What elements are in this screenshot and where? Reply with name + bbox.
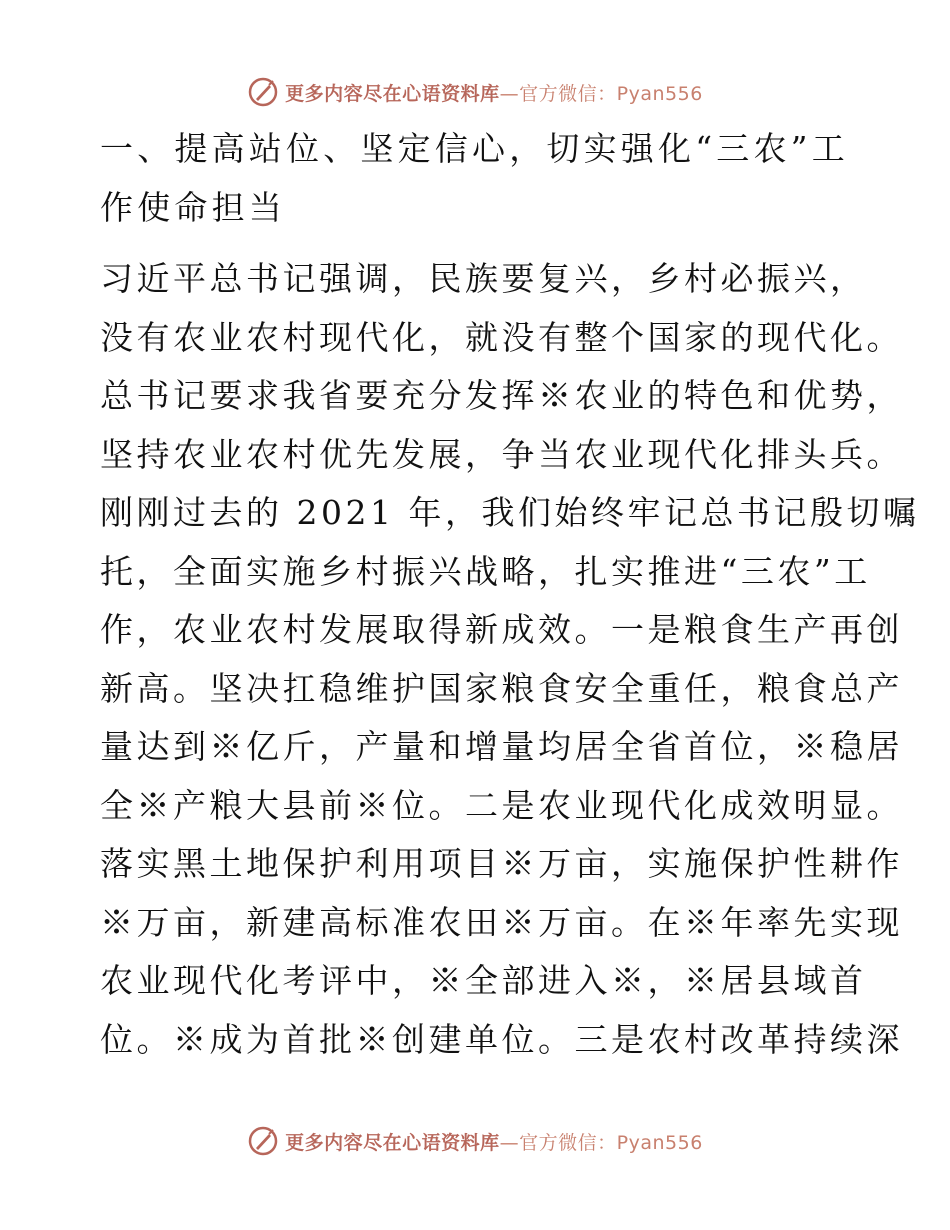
body-line: 习近平总书记强调，民族要复兴，乡村必振兴，	[100, 259, 867, 298]
body-line: 作，农业农村发展取得新成效。一是粮食生产再创	[100, 610, 903, 649]
watermark-lead: 更多内容尽在心语资料库	[285, 82, 500, 105]
heading-line-1: 一、提高站位、坚定信心，切实强化“三农”工	[100, 129, 849, 168]
body-line: ※万亩，新建高标准农田※万亩。在※年率先实现	[100, 902, 903, 942]
watermark-text	[285, 79, 703, 106]
body-line: 托，全面实施乡村振兴战略，扎实推进“三农”工	[100, 551, 871, 591]
body-paragraph	[100, 250, 920, 1069]
body-line: 坚持农业农村优先发展，争当农业现代化排头兵。	[100, 434, 903, 474]
body-line: 总书记要求我省要充分发挥※农业的特色和优势，	[100, 376, 903, 415]
quill-circle-icon	[247, 1125, 279, 1157]
body-line: 量达到※亿斤，产量和增量均居全省首位，※稳居	[100, 727, 903, 766]
watermark-rest: —官方微信：Pyan556	[499, 1131, 703, 1154]
body-line: 新高。坚决扛稳维护国家粮食安全重任，粮食总产	[100, 668, 903, 708]
body-line: 刚刚过去的 2021 年，我们始终牢记总书记殷切嘱	[100, 493, 920, 532]
body-line: 落实黑土地保护利用项目※万亩，实施保护性耕作	[100, 844, 903, 883]
body-line: 没有农业农村现代化，就没有整个国家的现代化。	[100, 317, 903, 357]
quill-circle-icon	[247, 76, 279, 108]
footer-watermark	[0, 1121, 950, 1161]
body-line: 位。※成为首批※创建单位。三是农村改革持续深	[100, 1019, 903, 1059]
watermark-text	[285, 1128, 703, 1155]
watermark-lead: 更多内容尽在心语资料库	[285, 1131, 500, 1154]
heading-line-2: 作使命担当	[100, 187, 286, 227]
header-watermark	[0, 72, 950, 112]
watermark-rest: —官方微信：Pyan556	[499, 82, 703, 105]
section-heading	[100, 120, 860, 237]
body-line: 全※产粮大县前※位。二是农业现代化成效明显。	[100, 785, 903, 825]
body-line: 农业现代化考评中，※全部进入※，※居县域首	[100, 961, 867, 1000]
